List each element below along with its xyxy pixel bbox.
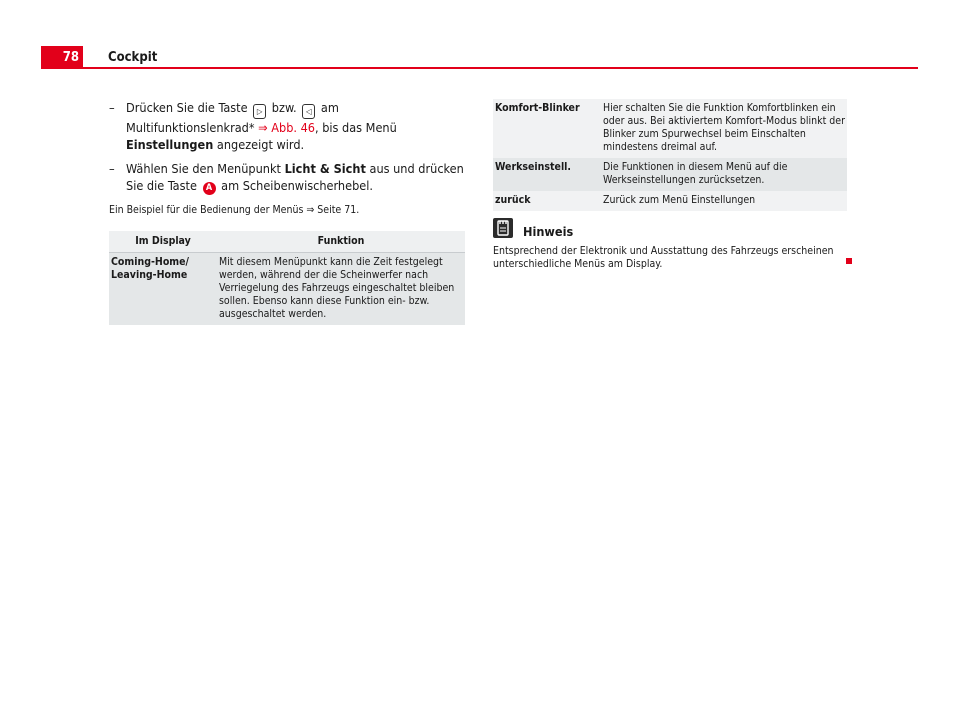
step-text: bzw. [271, 100, 297, 115]
step-text: am Scheibenwischerhebel. [221, 178, 374, 193]
menu-item-name: Licht & Sicht [284, 161, 366, 176]
left-column [109, 99, 465, 325]
example-text: Ein Beispiel für die Bedienung der Menüs ⇒ Seite 71. [109, 204, 360, 216]
step-text: Drücken Sie die Taste [126, 100, 248, 115]
table-description: Hier schalten Sie die Funktion Komfortblinken ein oder aus. Bei aktiviertem Komfort-Modus blinkt der Blinker zum Spurwechsel beim Einschalten mindestens dreimal auf. [601, 99, 847, 158]
figure-link[interactable]: ⇒ Abb. 46 [258, 120, 315, 135]
table-row [109, 253, 465, 326]
table-term: Komfort-Blinker [493, 99, 601, 158]
table-term: Coming-Home/ Leaving-Home [109, 253, 217, 326]
chapter-title: Cockpit [108, 50, 158, 65]
note-box [493, 216, 853, 271]
step-text: Wählen Sie den Menüpunkt [126, 161, 281, 176]
table-description: Mit diesem Menüpunkt kann die Zeit festgelegt werden, während der die Scheinwerfer nach Verriegelung des Fahrzeugs eingeschaltet bleiben sollen. Ebenso kann diese Funktion ein- bzw. ausgeschaltet werden. [217, 253, 465, 326]
note-header [493, 216, 853, 239]
table-row [493, 158, 847, 191]
section-end-marker [846, 258, 852, 264]
menu-table [109, 231, 465, 325]
table-term: zurück [493, 191, 601, 211]
table-description: Zurück zum Menü Einstellungen [601, 191, 847, 211]
step-text: angezeigt wird. [216, 137, 305, 152]
column-header: Im Display [109, 231, 217, 253]
table-row [493, 99, 847, 158]
key-a-icon: A [203, 182, 216, 195]
note-title: Hinweis [523, 224, 574, 239]
header-rule [41, 67, 918, 69]
step-text: aus und drücken Sie die Taste [126, 161, 464, 193]
note-icon [493, 218, 513, 238]
step-text: , bis das Menü [315, 120, 397, 135]
column-header: Funktion [217, 231, 465, 253]
note-text: Entsprechend der Elektronik und Ausstattung des Fahrzeugs erscheinen unterschiedliche Menüs am Display. [493, 245, 834, 270]
page-number: 78 [41, 46, 83, 68]
menu-name: Einstellungen [126, 137, 214, 152]
step-dash: – [109, 161, 115, 176]
step-text: am Multifunktionslenkrad* [126, 100, 339, 135]
instruction-step [109, 99, 465, 153]
left-arrow-key-icon: ◁ [302, 104, 315, 119]
menu-table-continued [493, 99, 847, 211]
instruction-step [109, 160, 465, 195]
table-row [493, 191, 847, 211]
table-term: Werkseinstell. [493, 158, 601, 191]
right-arrow-key-icon: ▷ [253, 104, 266, 119]
step-dash: – [109, 100, 115, 115]
table-description: Die Funktionen in diesem Menü auf die Werkseinstellungen zurücksetzen. [601, 158, 847, 191]
